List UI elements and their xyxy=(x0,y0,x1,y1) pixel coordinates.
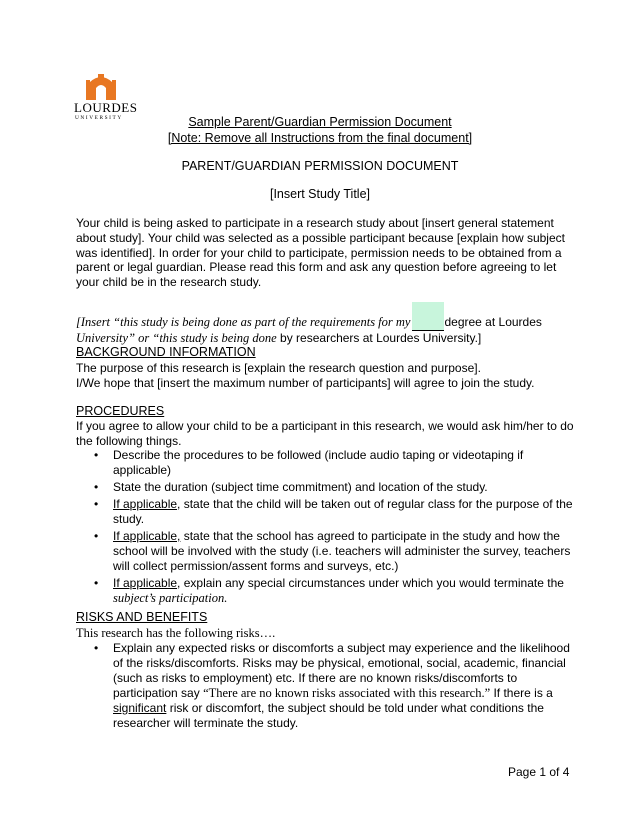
risks-intro: This research has the following risks…. xyxy=(76,626,276,640)
study-title: [Insert Study Title] xyxy=(269,187,371,201)
insert-note-part2: degree at Lourdes xyxy=(444,315,542,329)
procedure-item: • State the duration (subject time commitment) and location of the study. xyxy=(113,480,583,495)
page-number: Page 1 of 4 xyxy=(508,765,570,779)
insert-note-part4: by researchers at Lourdes University.] xyxy=(280,331,482,345)
risks-list xyxy=(94,641,583,733)
procedures-heading: PROCEDURES xyxy=(76,404,165,418)
procedure-item: • If applicable, explain any special circumstances under which you would terminate the subject’s participation. xyxy=(113,576,583,606)
procedures-list xyxy=(94,448,583,608)
procedure-item: • Describe the procedures to be followed (include audio taping or videotaping if applicable) xyxy=(113,448,583,478)
degree-blank-field[interactable] xyxy=(412,302,444,331)
insert-note xyxy=(76,302,576,346)
procedures-intro: If you agree to allow your child to be a participant in this research, we would ask him/her to do the following things. xyxy=(76,419,574,448)
risks-heading: RISKS AND BENEFITS xyxy=(76,610,208,624)
intro-paragraph: Your child is being asked to participate in a research study about [insert general statement about study]. Your child was selected as a possible participant because [explain how subject was identified]. In order for your child to participate, permission needs to be obtained from a parent or legal guardian. Please read this form and ask any question before agreeing to let your child be in the research study. xyxy=(76,216,565,290)
background-line2: I/We hope that [insert the maximum number of participants] will agree to join the study. xyxy=(76,376,535,390)
procedure-item: • If applicable, state that the child will be taken out of regular class for the purpose of the study. xyxy=(113,497,583,527)
background-heading: BACKGROUND INFORMATION xyxy=(76,345,256,359)
risk-item: • Explain any expected risks or discomforts a subject may experience and the likelihood of the risks/discomforts. Risks may be physical, emotional, social, academic, financial (such as risks to employment) etc. If there are no known risks/discomforts to participation say “There are no known risks associated with this research.” If there is a significant risk or discomfort, the subject should be told under what conditions the researcher will terminate the study. xyxy=(113,641,583,731)
logo-subtitle: UNIVERSITY xyxy=(75,115,123,121)
insert-note-part1: [Insert “this study is being done as part of the requirements for my xyxy=(76,315,411,329)
document-title: PARENT/GUARDIAN PERMISSION DOCUMENT xyxy=(181,159,459,173)
logo-wordmark: LOURDES xyxy=(74,100,138,115)
sample-title: Sample Parent/Guardian Permission Document xyxy=(188,115,452,129)
background-line1: The purpose of this research is [explain the research question and purpose]. xyxy=(76,361,481,375)
insert-note-part3: University” or “this study is being done xyxy=(76,331,277,345)
instructions-note: [Note: Remove all Instructions from the final document] xyxy=(167,131,473,145)
procedure-item: • If applicable, state that the school has agreed to participate in the study and how the school will be involved with the study (i.e. teachers will administer the survey, teachers will collect permission/assent forms and surveys, etc.) xyxy=(113,529,583,574)
